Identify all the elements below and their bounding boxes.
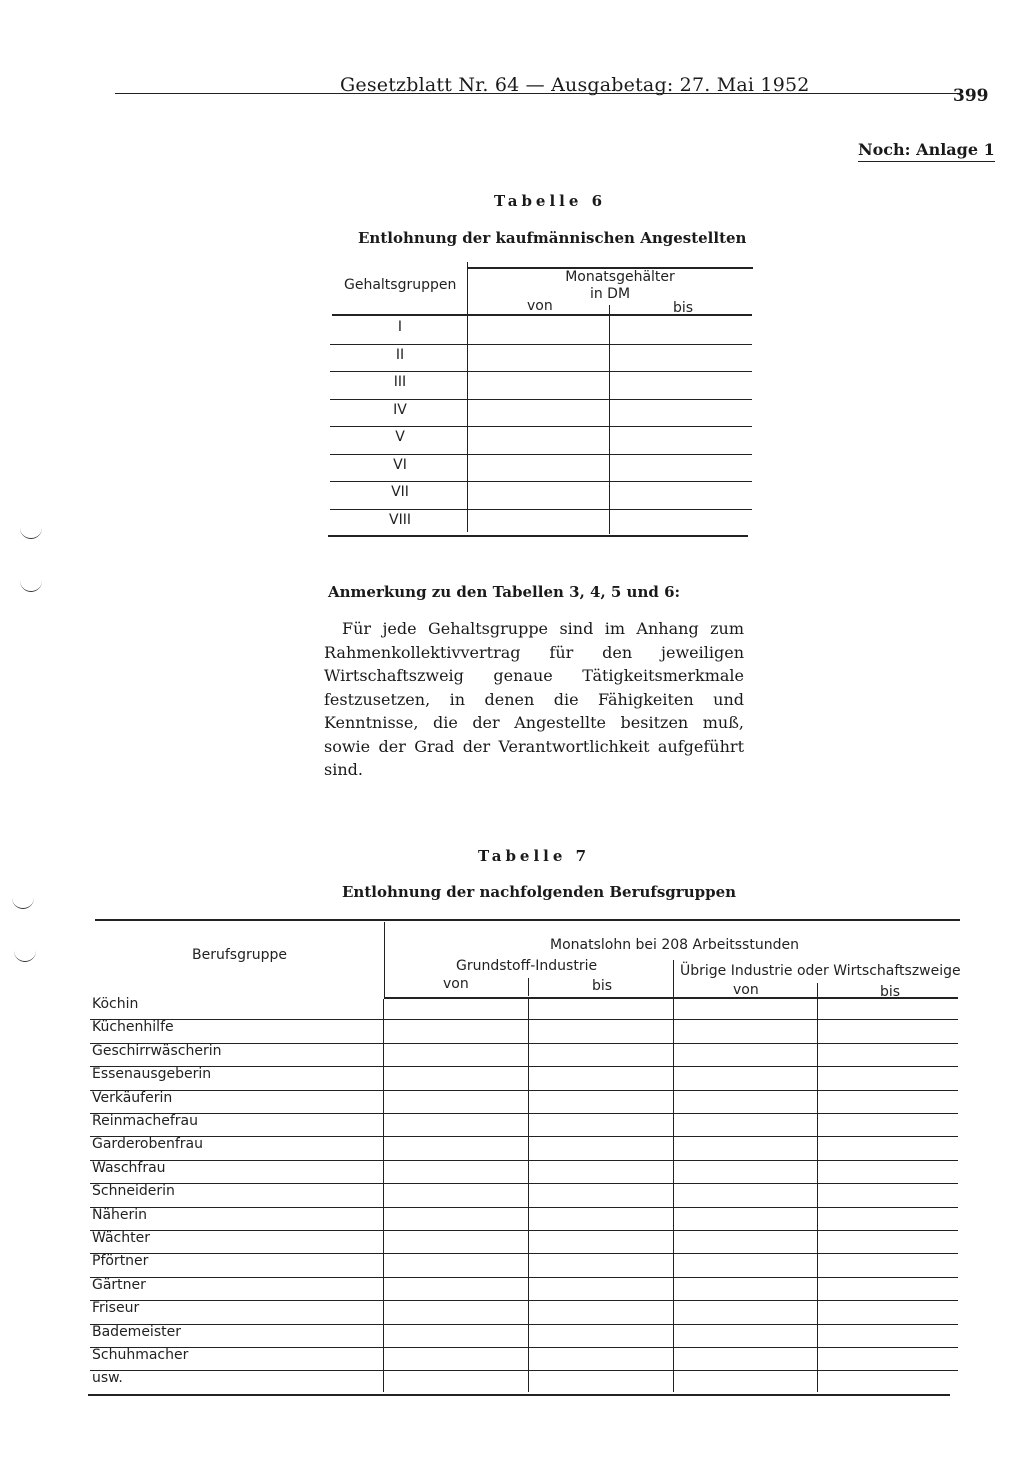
- table6-row-label: VI: [393, 456, 407, 473]
- table6-row-rule: [330, 454, 752, 455]
- table7-col-from-2: von: [733, 982, 759, 998]
- note-body: Für jede Gehaltsgruppe sind im Anhang zum Rahmenkollektivvertrag für den jeweiligen Wirtschaftszweig genaue Tätigkeitsmerkmale festzusetzen, in denen die Fähigkeiten und Kenntnisse, die der Angestellte besitzen muß, sowie der Grad der Verantwortlichkeit aufgeführt sind.: [324, 619, 744, 779]
- table6-row-label: VII: [391, 484, 409, 500]
- table7-row-rule: [90, 1300, 958, 1301]
- table6-subtitle: Entlohnung der kaufmännischen Angestellten: [358, 229, 747, 247]
- table7-col-from-1: von: [443, 976, 469, 992]
- table7-row-rule: [90, 1230, 958, 1231]
- table6-col-salary-unit: in DM: [589, 286, 631, 302]
- table7-col-to-1: bis: [592, 978, 613, 994]
- margin-mark: [20, 581, 42, 592]
- table7-col-divider-3: [817, 999, 818, 1392]
- table7-row-rule: [90, 1113, 958, 1114]
- table6-row-label: II: [395, 346, 405, 363]
- table7-col-divider-2: [673, 999, 674, 1392]
- margin-mark: [14, 951, 36, 962]
- table7-row-rule: [90, 1253, 958, 1254]
- table6-col-to: bis: [673, 300, 694, 316]
- table7-row-rule: [90, 1160, 958, 1161]
- table6-col-salary: Monatsgehälter: [565, 269, 675, 285]
- table7-col-group: Berufsgruppe: [192, 947, 287, 963]
- table6-row-label: III: [393, 374, 407, 390]
- table7-row-label: usw.: [92, 1370, 123, 1387]
- table6-row-rule: [330, 481, 752, 482]
- table7-row-label: Friseur: [92, 1300, 140, 1317]
- margin-mark: [12, 898, 34, 909]
- page-number: 399: [953, 86, 989, 106]
- table7-row-label: Köchin: [92, 996, 139, 1012]
- table7-row-label: Pförtner: [92, 1253, 149, 1270]
- table6-col-group: Gehaltsgruppen: [344, 277, 457, 293]
- table7-col-wage: Monatslohn bei 208 Arbeitsstunden: [550, 937, 799, 953]
- table7-row-label: Küchenhilfe: [92, 1019, 174, 1036]
- table6-row-rule: [330, 399, 752, 400]
- table6-row-label: V: [395, 429, 405, 445]
- annex-label: Noch: Anlage 1: [858, 140, 995, 162]
- table7-row-label: Schuhmacher: [92, 1347, 189, 1363]
- table7-row-label: Essenausgeberin: [92, 1066, 212, 1083]
- table7-row-rule: [90, 1324, 958, 1325]
- table7-col-divider-0: [383, 999, 384, 1392]
- table7-row-label: Verkäuferin: [92, 1089, 173, 1106]
- table7-group-divider: [673, 960, 674, 998]
- table7-row-rule: [90, 1370, 958, 1371]
- note-heading: Anmerkung zu den Tabellen 3, 4, 5 und 6:: [328, 583, 681, 601]
- table6-col-divider: [609, 316, 610, 534]
- header-rule: [115, 93, 960, 94]
- table6-col-from: von: [527, 298, 553, 314]
- table7-sub-divider-1: [528, 978, 529, 996]
- table7-row-label: Reinmachefrau: [92, 1113, 199, 1129]
- table7-row-label: Schneiderin: [92, 1183, 175, 1200]
- table6-row-label: VIII: [389, 511, 411, 528]
- page-header-title: Gesetzblatt Nr. 64 — Ausgabetag: 27. Mai 1952: [340, 74, 810, 96]
- table7-head-rule: [384, 997, 958, 999]
- table6-row-rule: [330, 344, 752, 345]
- table6-heading: Tabelle 6: [494, 192, 607, 210]
- table7-col-other: Übrige Industrie oder Wirtschaftszweige: [680, 963, 961, 979]
- table7-row-rule: [90, 1066, 958, 1067]
- table6-row-label: IV: [393, 401, 407, 418]
- table7-row-rule: [90, 1019, 958, 1020]
- table7-row-label: Garderobenfrau: [92, 1136, 203, 1153]
- table7-col-to-2: bis: [880, 984, 901, 1000]
- table7-row-label: Geschirrwäscherin: [92, 1042, 222, 1059]
- table6-bottom-rule: [328, 535, 748, 537]
- table7-bottom-rule: [88, 1394, 950, 1396]
- table7-top-rule: [95, 919, 960, 921]
- margin-mark: [20, 528, 42, 539]
- table7-row-rule: [90, 1347, 958, 1348]
- table7-row-label: Wächter: [92, 1230, 150, 1246]
- table6-row-label: I: [397, 319, 403, 335]
- table7-col-divider-1: [528, 999, 529, 1392]
- table7-row-rule: [90, 1207, 958, 1208]
- table7-row-rule: [90, 1183, 958, 1184]
- table7-row-rule: [90, 1090, 958, 1091]
- table7-head-divider: [384, 922, 385, 997]
- table7-row-label: Waschfrau: [92, 1159, 166, 1176]
- table7-row-label: Gärtner: [92, 1276, 146, 1293]
- table7-row-label: Näherin: [92, 1206, 148, 1223]
- table7-row-rule: [90, 1277, 958, 1278]
- table7-row-rule: [90, 1136, 958, 1137]
- table7-heading: Tabelle 7: [478, 847, 591, 865]
- table7-row-label: Bademeister: [92, 1323, 181, 1340]
- table6-head-rule: [332, 314, 752, 316]
- table6-row-rule: [330, 371, 752, 372]
- table6-row-rule: [330, 426, 752, 427]
- table7-subtitle: Entlohnung der nachfolgenden Berufsgruppen: [342, 883, 737, 901]
- table7-col-primary: Grundstoff-Industrie: [456, 958, 598, 974]
- table6-row-rule: [330, 509, 752, 510]
